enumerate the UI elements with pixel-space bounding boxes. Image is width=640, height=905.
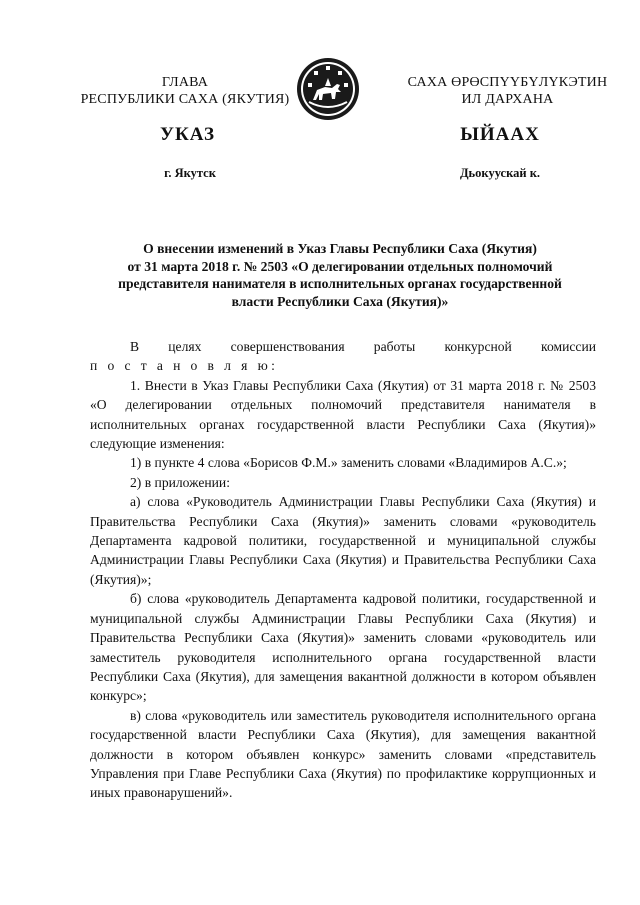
item-1-2: 2) в приложении:: [130, 474, 230, 490]
resolve-word: п о с т а н о в л я ю:: [90, 358, 279, 374]
subject-line2: от 31 марта 2018 г. № 2503 «О делегировании отдельных полномочий: [127, 258, 553, 274]
issuer-sakha-line1: САХА ӨРӨСПҮҮБҮЛҮКЭТИН: [407, 75, 608, 90]
subject-line4: власти Республики Саха (Якутия)»: [231, 293, 449, 309]
republic-emblem-icon: [295, 56, 361, 122]
issuer-ru: [60, 74, 310, 108]
issuer-sakha: [395, 74, 620, 108]
issuer-ru-line2: РЕСПУБЛИКИ САХА (ЯКУТИЯ): [80, 92, 290, 107]
intro-paragraph: В целях совершенствования работы конкурсной комиссии: [130, 339, 596, 354]
item-b: б) слова «руководитель Департамента кадровой политики, государственной и муниципальной службы Администрации Главы Республики Саха (Якутия) и Правительства Республики Саха (Якутия)» заменить словами «руководитель или заместитель руководителя исполнительного органа государственной власти Республики Саха (Якутия), для замещения вакантной должности в котором объявлен конкурс»;: [90, 591, 596, 704]
item-1-1: 1) в пункте 4 слова «Борисов Ф.М.» заменить словами «Владимиров А.С.»;: [130, 455, 567, 471]
subject-line1: О внесении изменений в Указ Главы Республики Саха (Якутия): [143, 241, 537, 256]
subject-line3: представителя нанимателя в исполнительных органах государственной: [118, 276, 562, 291]
item-c: в) слова «руководитель или заместитель руководителя исполнительного органа государственной власти Республики Саха (Якутия), для замещения вакантной должности в котором объявлен конкурс» заменить словами «представитель Управления при Главе Республики Саха (Якутия) по профилактике коррупционных и иных правонарушений».: [90, 707, 596, 801]
doc-type-ru: УКАЗ: [160, 124, 215, 145]
doc-type-sakha: ЫЙААХ: [460, 124, 540, 145]
document-subject: [90, 240, 590, 310]
city-ru: г. Якутск: [164, 166, 216, 180]
document-body: [90, 337, 596, 803]
item-a: а) слова «Руководитель Администрации Главы Республики Саха (Якутия) и Правительства Республики Саха (Якутия)» заменить словами «руководитель Департамента кадровой политики, государственной и муниципальной службы Администрации Главы Республики Саха (Якутия) и Правительства Республики Саха (Якутия)»;: [90, 494, 596, 587]
issuer-ru-line1: ГЛАВА: [161, 75, 209, 90]
city-sakha: Дьокуускай к.: [459, 166, 541, 180]
issuer-sakha-line2: ИЛ ДАРХАНА: [461, 92, 554, 107]
item-1: 1. Внести в Указ Главы Республики Саха (Якутия) от 31 марта 2018 г. № 2503 «О делегировании отдельных полномочий представителя нанимателя в исполнительных органах государственной власти Республики Саха (Якутия)» следующие изменения:: [90, 377, 596, 452]
